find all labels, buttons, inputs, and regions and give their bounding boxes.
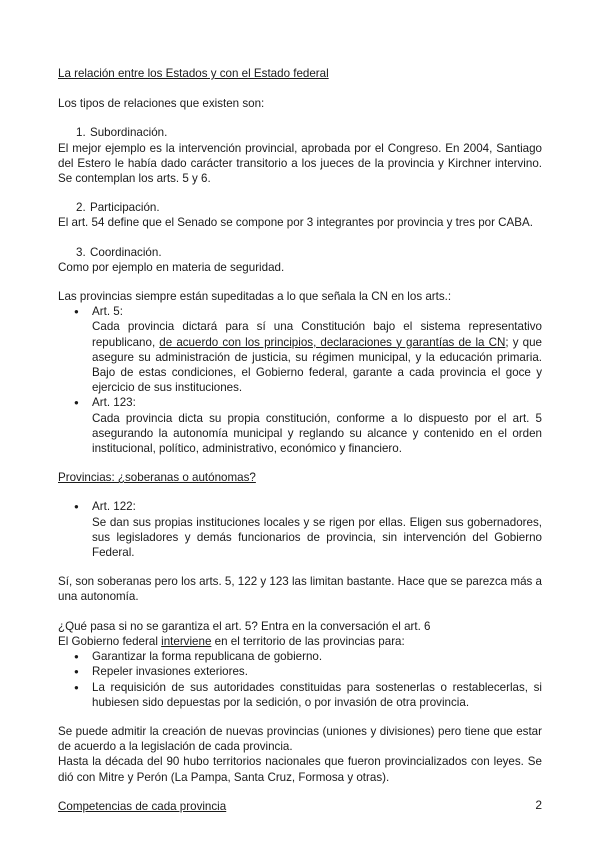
item-number: 1.: [76, 126, 86, 140]
item-title: Participación.: [90, 201, 160, 215]
intro-text: Los tipos de relaciones que existen son:: [58, 97, 265, 111]
item-body: El art. 54 define que el Senado se compone por 3 integrantes por provincia y tres por CABA.: [58, 216, 533, 230]
heading-relations: La relación entre los Estados y con el Estado federal: [58, 67, 329, 80]
bullet-icon: ●: [74, 682, 79, 692]
document-page: [58, 66, 542, 814]
heading-provinces: Provincias: ¿soberanas o autónomas?: [58, 471, 256, 485]
purpose-text: Garantizar la forma republicana de gobierno.: [92, 650, 323, 664]
bullet-art123: [58, 395, 542, 410]
purpose-item-3: [58, 680, 542, 710]
numbered-item-3: [76, 245, 542, 260]
numbered-item-2: [76, 200, 542, 215]
bullet-icon: ●: [74, 398, 79, 408]
item-title: Subordinación.: [90, 126, 168, 140]
item-number: 3.: [76, 245, 86, 259]
art122-text: Se dan sus propias instituciones locales y se rigen por ellas. Eligen sus gobernadores, sus legisladores y demás funcionarios de provincia, sin intervención del Gobierno Federal.: [92, 515, 542, 560]
sovereign-text: Sí, son soberanas pero los arts. 5, 122 y 123 las limitan bastante. Hace que se parezca más a una autonomía.: [58, 575, 542, 604]
art5-text-underlined: de acuerdo con los principios, declaraciones y garantías de la CN: [159, 335, 506, 349]
provinces-sentence: Las provincias siempre están supeditadas a lo que señala la CN en los arts.:: [58, 290, 452, 304]
history-text: Hasta la década del 90 hubo territorios nacionales que fueron provincializados con leyes. Se dió con Mitre y Perón (La Pampa, Santa Cruz, Formosa y otras).: [58, 755, 542, 784]
intervene-pre: El Gobierno federal: [58, 634, 162, 648]
art123-label: Art. 123:: [92, 396, 136, 410]
art5-text: [58, 319, 542, 395]
heading-competencies: Competencias de cada provincia: [58, 799, 227, 813]
bullet-icon: ●: [74, 667, 79, 677]
bullet-art122: [58, 499, 542, 514]
numbered-item-1: [76, 125, 542, 140]
art122-label: Art. 122:: [92, 500, 136, 514]
purpose-item-1: [58, 649, 542, 664]
art5-text-a: Cada provincia dictará para sí una Constitución bajo el sistema representativo republicano,: [92, 320, 542, 349]
question-text: ¿Qué pasa si no se garantiza el art. 5? Entra en la conversación el art. 6: [58, 619, 431, 633]
purpose-text: Repeler invasiones exteriores.: [92, 665, 248, 679]
item-number: 2.: [76, 201, 86, 215]
item-body: El mejor ejemplo es la intervención provincial, aprobada por el Congreso. En 2004, Santiago del Estero le había dado carácter transitorio a los jueces de la provincia y Kirchner intervino. Se contemplan los arts. 5 y 6.: [58, 141, 542, 186]
purpose-item-2: [58, 664, 542, 679]
art123-text: Cada provincia dicta su propia constitución, conforme a lo dispuesto por el art. 5 asegurando la autonomía municipal y reglando su alcance y contenido en el orden institucional, político, administrativo, económico y financiero.: [92, 411, 542, 456]
purpose-text: La requisición de sus autoridades constituidas para sostenerlas o restablecerlas, si hubiesen sido depuestas por la sedición, o por invasión de otra provincia.: [92, 680, 542, 709]
bullet-icon: ●: [74, 307, 79, 317]
art5-text-b: ; y que asegure su administración de justicia, su régimen municipal, y la educación primaria. Bajo de estas condiciones, el Gobierno federal, garante a cada provincia el goce y ejercicio de sus instituciones.: [92, 335, 542, 395]
item-title: Coordinación.: [90, 245, 162, 259]
bullet-icon: ●: [74, 502, 79, 512]
item-body: Como por ejemplo en materia de seguridad.: [58, 260, 285, 274]
intervene-underlined: interviene: [161, 634, 212, 648]
new-provinces-text: Se puede admitir la creación de nuevas provincias (uniones y divisiones) pero tiene que estar de acuerdo a la legislación de cada provincia.: [58, 724, 542, 754]
page-number: 2: [535, 798, 542, 812]
intervene-post: en el territorio de las provincias para:: [211, 634, 405, 648]
bullet-icon: ●: [74, 652, 79, 662]
bullet-art5: [58, 304, 542, 319]
intervene-text: [58, 634, 542, 649]
art5-label: Art. 5:: [92, 305, 123, 319]
